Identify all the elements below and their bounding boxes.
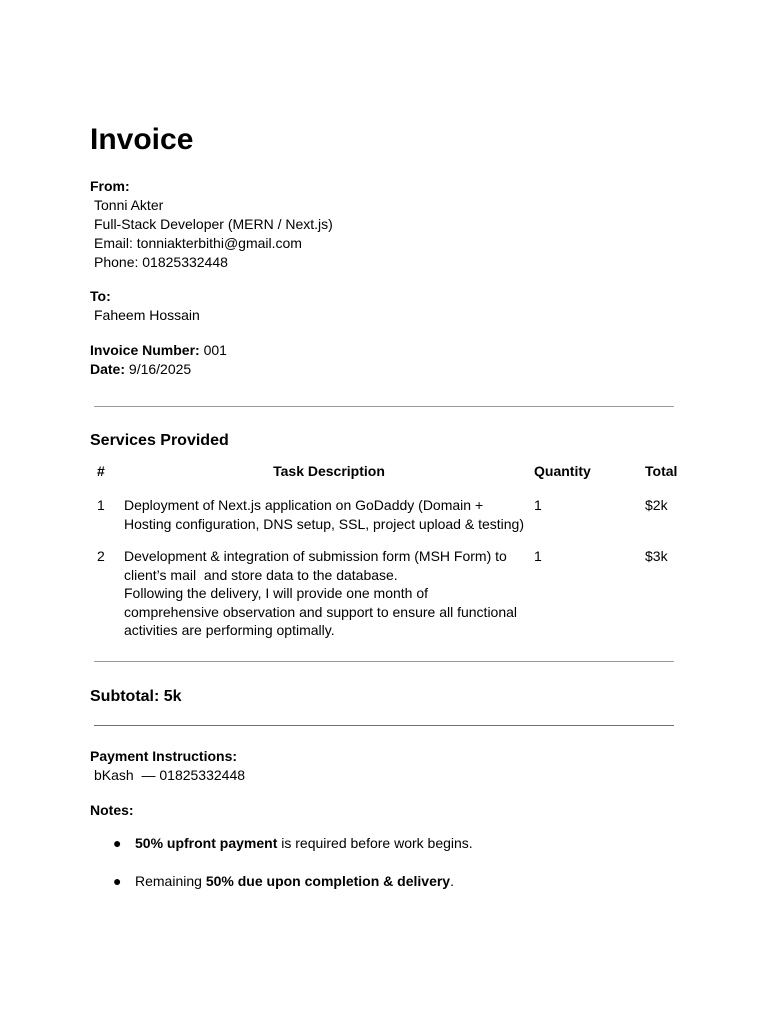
row-qty: 1 [534,548,542,564]
bullet-icon: ● [113,873,122,889]
row-desc-line: Deployment of Next.js application on GoDaddy (Domain + [124,497,484,513]
from-role: Full-Stack Developer (MERN / Next.js) [94,216,333,232]
subtotal: Subtotal: 5k [90,688,182,705]
row-qty: 1 [534,497,542,513]
table-row [90,496,695,547]
list-item [90,834,473,853]
payment-value: bKash — 01825332448 [94,767,246,783]
note-text: is required before work begins. [277,835,473,851]
invoice-number-value: 001 [199,342,227,358]
row-desc-line: Development & integration of submission form (MSH Form) to [124,548,507,564]
note-text: . [450,873,454,889]
from-block [90,177,333,272]
date-line [90,360,227,379]
to-block [90,287,200,325]
date-label: Date: [90,361,126,377]
row-desc-line: comprehensive observation and support to ensure all functional [124,603,518,620]
notes-label: Notes: [90,802,134,818]
row-desc-line: Hosting configuration, DNS setup, SSL, project upload & testing) [124,515,524,532]
invoice-title: Invoice [90,123,194,156]
row-num: 2 [97,548,105,564]
list-item [90,872,473,891]
row-desc-line: Following the delivery, I will provide one month of [124,585,429,601]
from-label: From: [90,178,130,194]
row-desc [124,496,534,547]
note-bold: 50% upfront payment [135,835,278,851]
col-header-total: Total [645,463,678,479]
to-name: Faheem Hossain [94,307,200,323]
row-desc [124,547,534,654]
note-text-pre: Remaining [135,873,206,889]
col-header-qty: Quantity [534,463,591,479]
divider-top [94,406,674,407]
from-phone: Phone: 01825332448 [94,254,228,270]
from-name: Tonni Akter [94,197,164,213]
row-desc-line: client’s mail and store data to the database. [124,566,398,583]
invoice-number-line [90,341,227,360]
note-bold: 50% due upon completion & delivery [205,873,451,889]
row-total: $3k [645,548,668,564]
row-total: $2k [645,497,668,513]
payment-block [90,747,245,785]
row-num: 1 [97,497,105,513]
bullet-icon: ● [113,835,122,851]
col-header-desc: Task Description [273,463,385,479]
divider-table-bottom [94,661,674,662]
from-email: Email: tonniakterbithi@gmail.com [94,235,302,251]
services-title: Services Provided [90,432,229,449]
row-desc-line: activities are performing optimally. [124,622,335,638]
services-table [90,462,695,654]
divider-subtotal [94,725,674,726]
services-header-row [90,462,695,496]
invoice-meta [90,341,227,379]
notes-list [90,834,473,910]
notes-block [90,801,134,820]
payment-label: Payment Instructions: [90,748,238,764]
invoice-number-label: Invoice Number: [90,342,200,358]
col-header-num: # [97,463,105,479]
to-label: To: [90,288,111,304]
table-row [90,547,695,654]
date-value: 9/16/2025 [125,361,192,377]
